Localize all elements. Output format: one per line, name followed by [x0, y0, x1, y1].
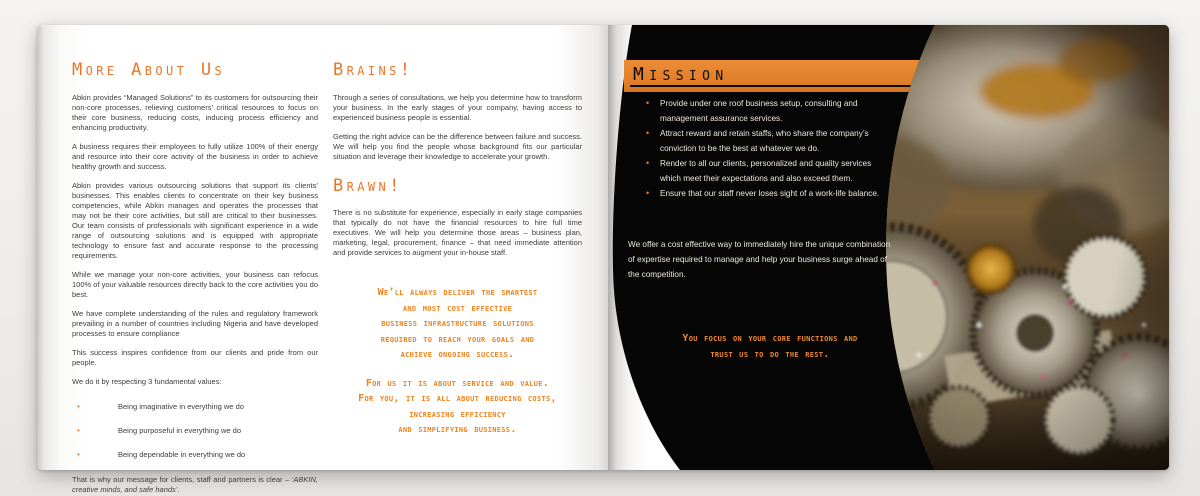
value-label: Being imaginative in everything we do: [118, 401, 244, 411]
list-item: [72, 426, 318, 436]
list-item: [72, 450, 318, 460]
quote-line: We’ll always deliver the smartest: [377, 287, 538, 299]
bullet-icon: •: [646, 98, 650, 108]
pull-quote-smartest: [333, 285, 582, 363]
closing-normal-text: That is why our message for clients, staff and partners is clear –: [72, 474, 292, 484]
about-paragraph: A business requires their employees to fully utilize 100% of their energy and resource into their core activity of the business in order to achieve healthy growth and success.: [72, 141, 318, 171]
brochure-spread: [37, 25, 1169, 494]
bullet-icon: •: [646, 188, 650, 198]
about-paragraph: While we manage your non-core activities, your business can refocus 100% of your valuable resources directly back to the core activities you do best.: [72, 269, 318, 299]
bullet-icon: •: [77, 401, 80, 411]
about-paragraph: We have complete understanding of the rules and regulatory framework prevailing in a number of countries including Nigeria and have developed processes to ensure compliance: [72, 308, 318, 338]
mission-content: [608, 25, 1169, 470]
quote-line: increasing efficiency: [409, 408, 506, 420]
focus-pull-quote: [620, 331, 920, 362]
about-paragraph: Abkin provides “Managed Solutions” to its customers for outsourcing their non-core processes, relieving customers’ critical resources to focus on their core business, reducing costs, inducing process efficiency and enhancing productivity.: [72, 92, 318, 132]
quote-line: and most cost effective: [402, 302, 513, 314]
about-paragraph: Abkin provides various outsourcing solutions that support its clients’ businesses. This enables clients to concentrate on their key business competencies, while Abkin manages and operates the processes that may not be their core activities, but still are critical to their businesses. Our team consists of professionals with significant experience in a wide range of outsourcing solutions and is equipped with appropriate technology to ensure fast and accurate response to the processing requirements.: [72, 180, 318, 260]
mission-bullet-text: Provide under one roof business setup, consulting and management assurance services.: [660, 99, 858, 123]
list-item: [646, 186, 936, 201]
bullet-icon: •: [646, 158, 650, 168]
quote-line: trust us to do the rest.: [710, 348, 830, 360]
bullet-icon: •: [646, 128, 650, 138]
bullet-icon: •: [77, 425, 80, 435]
mission-bullet-text: Attract reward and retain staffs, who share the company’s conviction to be the best at whatever we do.: [660, 129, 869, 153]
list-item: [72, 402, 318, 412]
brawn-heading: Brawn!: [333, 175, 403, 196]
about-column: [72, 61, 318, 496]
left-page: [37, 25, 608, 494]
quote-line: achieve ongoing success.: [400, 349, 515, 361]
bullet-icon: •: [77, 449, 80, 459]
brains-paragraph: Through a series of consultations, we help you determine how to transform your business. In the early stages of your company, having access to experienced business people is essential.: [333, 92, 582, 122]
values-list: [72, 402, 318, 460]
quote-line: and simplifying business.: [398, 424, 517, 436]
list-item: [646, 96, 936, 126]
brains-brawn-column: [333, 61, 582, 438]
quote-line: required to reach your goals and: [380, 333, 535, 345]
mission-bullet-text: Render to all our clients, personalized and quality services which meet their expectations and also exceed them.: [660, 159, 872, 183]
pull-quote-service: [333, 376, 582, 438]
about-paragraph: This success inspires confidence from our clients and pride from our people.: [72, 347, 318, 367]
quote-line: For us it is about service and value.: [365, 377, 550, 389]
mission-bullet-text: Ensure that our staff never loses sight of a work-life balance.: [660, 189, 880, 198]
about-paragraph: We do it by respecting 3 fundamental values:: [72, 376, 222, 386]
value-label: Being dependable in everything we do: [118, 449, 246, 459]
quote-line: For you, it is all about reducing costs,: [358, 393, 557, 405]
closing-statement: [72, 475, 318, 495]
list-item: [646, 126, 936, 156]
mission-paragraph: We offer a cost effective way to immediately hire the unique combination of expertise required to manage and help your business surge ahead of the competition.: [628, 240, 891, 279]
mission-heading: Mission: [633, 64, 729, 85]
about-heading: More About Us: [72, 60, 226, 80]
right-page: [608, 25, 1169, 470]
list-item: [646, 156, 936, 186]
closing-italic-text: ‘ABKIN, creative minds, and safe hands’.: [72, 474, 318, 494]
quote-line: You focus on your core functions and: [682, 333, 858, 344]
value-label: Being purposeful in everything we do: [118, 425, 241, 435]
quote-line: business infrastructure solutions: [381, 318, 534, 330]
brains-paragraph: Getting the right advice can be the difference between failure and success. We will help you find the people whose background fits our particular situation and leverage their knowledge to accelerate your growth.: [333, 131, 582, 161]
brains-heading: Brains!: [333, 60, 414, 80]
brawn-paragraph: There is no substitute for experience, especially in early stage companies that typically do not have the financial resources to hire full time executives. We will help you determine those areas – business plan, marketing, legal, procurement, finance – that need immediate attention and provide services to augment your in-house staff.: [333, 208, 582, 258]
mission-bullet-list: [646, 96, 936, 201]
